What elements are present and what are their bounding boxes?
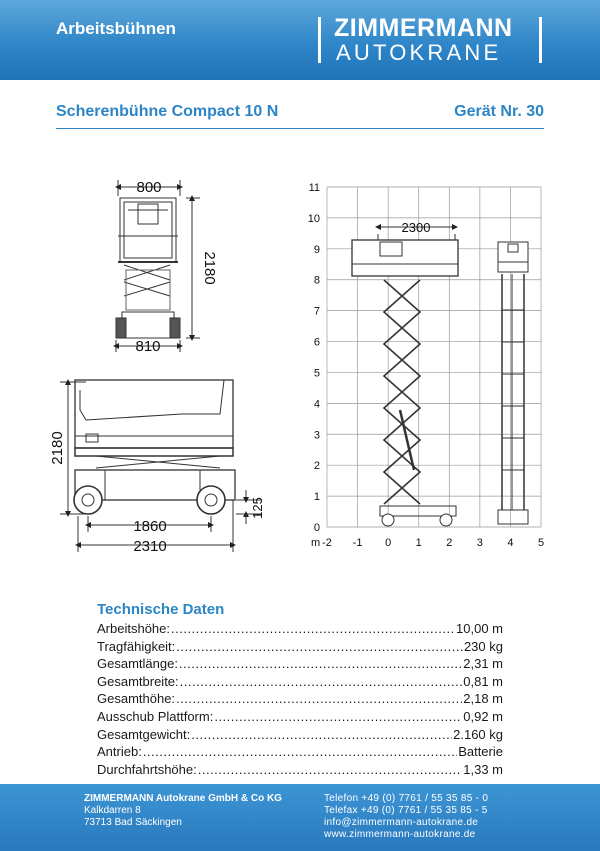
spec-value: 2.160 kg [453,726,503,742]
footer-fax: Telefax +49 (0) 7761 / 55 35 85 - 5 [324,805,488,816]
y-tick-label: 0 [313,522,320,534]
platform-extension-label: 2300 [401,220,431,235]
y-tick-label: 2 [313,460,320,473]
spec-value: 2,18 m [463,691,503,707]
front-view [116,180,200,352]
spec-leader-dots [198,761,463,779]
y-tick-label: 9 [313,243,320,256]
y-tick-label: 1 [313,491,320,504]
wheelbase-label: 1860 [133,518,167,535]
spec-value: 0,92 m [463,709,503,724]
x-tick-label: 4 [507,537,514,549]
spec-value: 2,31 m [463,656,503,672]
footer-city: 73713 Bad Säckingen [84,817,182,828]
logo-line1: ZIMMERMANN [334,14,513,42]
x-tick-label: 0 [385,537,392,549]
y-tick-label: 5 [313,367,320,380]
side-height-label: 2180 [49,431,66,465]
range-x-ticks [322,537,544,549]
device-number: Gerät Nr. 30 [454,103,544,120]
y-tick-label: 6 [313,336,320,349]
y-tick-label: 3 [313,429,320,442]
x-tick-label: 2 [446,537,453,549]
spec-row [97,690,503,708]
product-name: Scherenbühne Compact 10 N [56,103,279,120]
spec-row [97,726,503,744]
header-title: Arbeitsbühnen [56,19,176,38]
spec-label: Durchfahrtshöhe: [97,761,197,777]
y-tick-label: 10 [307,212,320,225]
footer [0,784,600,851]
spec-value: 230 kg [463,638,503,654]
spec-row [97,620,503,638]
spec-label: Gesamtlänge: [97,656,178,672]
spec-row [97,673,503,691]
range-grid [327,187,541,527]
x-tick-label: 1 [415,537,422,549]
spec-row [97,655,503,673]
spec-label: Gesamtbreite: [97,673,179,689]
footer-phone: Telefon +49 (0) 7761 / 55 35 85 - 0 [324,793,489,804]
spec-leader-dots [180,673,463,691]
spec-row [97,761,503,779]
front-width-label: 800 [136,179,162,196]
spec-leader-dots [191,726,452,744]
x-tick-label: -1 [352,537,363,549]
spec-label: Tragfähigkeit: [97,638,176,654]
spec-row [97,743,503,761]
spec-value: Batterie [458,744,503,760]
spec-row [97,638,503,656]
footer-street: Kalkdarren 8 [84,805,141,816]
spec-label: Gesamthöhe: [97,691,176,707]
footer-contact [324,793,488,841]
spec-value: 10,00 m [456,621,503,636]
x-tick-label: -2 [322,537,332,549]
y-tick-label: 7 [313,305,320,318]
front-base-width-label: 810 [135,338,161,355]
spec-value: 1,33 m [463,761,503,777]
x-tick-label: 3 [476,537,483,549]
spec-leader-dots [214,708,462,726]
front-height-label: 2180 [201,251,218,285]
spec-leader-dots [176,638,463,656]
spec-value: 0,81 m [463,673,503,689]
spec-label: Ausschub Plattform: [97,709,214,724]
y-tick-label: 4 [313,398,320,411]
footer-email[interactable]: info@zimmermann-autokrane.de [324,817,479,828]
spec-row [97,708,503,726]
x-tick-label: 5 [537,537,545,549]
specs-title: Technische Daten [97,601,225,618]
spec-leader-dots [143,743,457,761]
lift-side-extended [352,227,458,526]
x-axis-unit: m [311,537,321,549]
y-tick-label: 8 [313,274,320,287]
footer-address [84,793,282,829]
range-y-ticks [308,182,320,534]
spec-leader-dots [176,690,462,708]
spec-label: Arbeitshöhe: [97,621,170,636]
footer-company: ZIMMERMANN Autokrane GmbH & Co KG [84,793,282,804]
y-tick-label: 11 [308,182,320,194]
lift-front-extended [498,242,528,524]
total-length-label: 2310 [133,538,167,555]
spec-label: Gesamtgewicht: [97,726,191,742]
spec-leader-dots [171,620,455,638]
footer-web[interactable]: www.zimmermann-autokrane.de [324,829,476,840]
logo-line2: AUTOKRANE [336,40,502,65]
spec-leader-dots [179,655,462,673]
ground-clearance-label: 125 [250,497,265,519]
spec-label: Antrieb: [97,744,142,760]
